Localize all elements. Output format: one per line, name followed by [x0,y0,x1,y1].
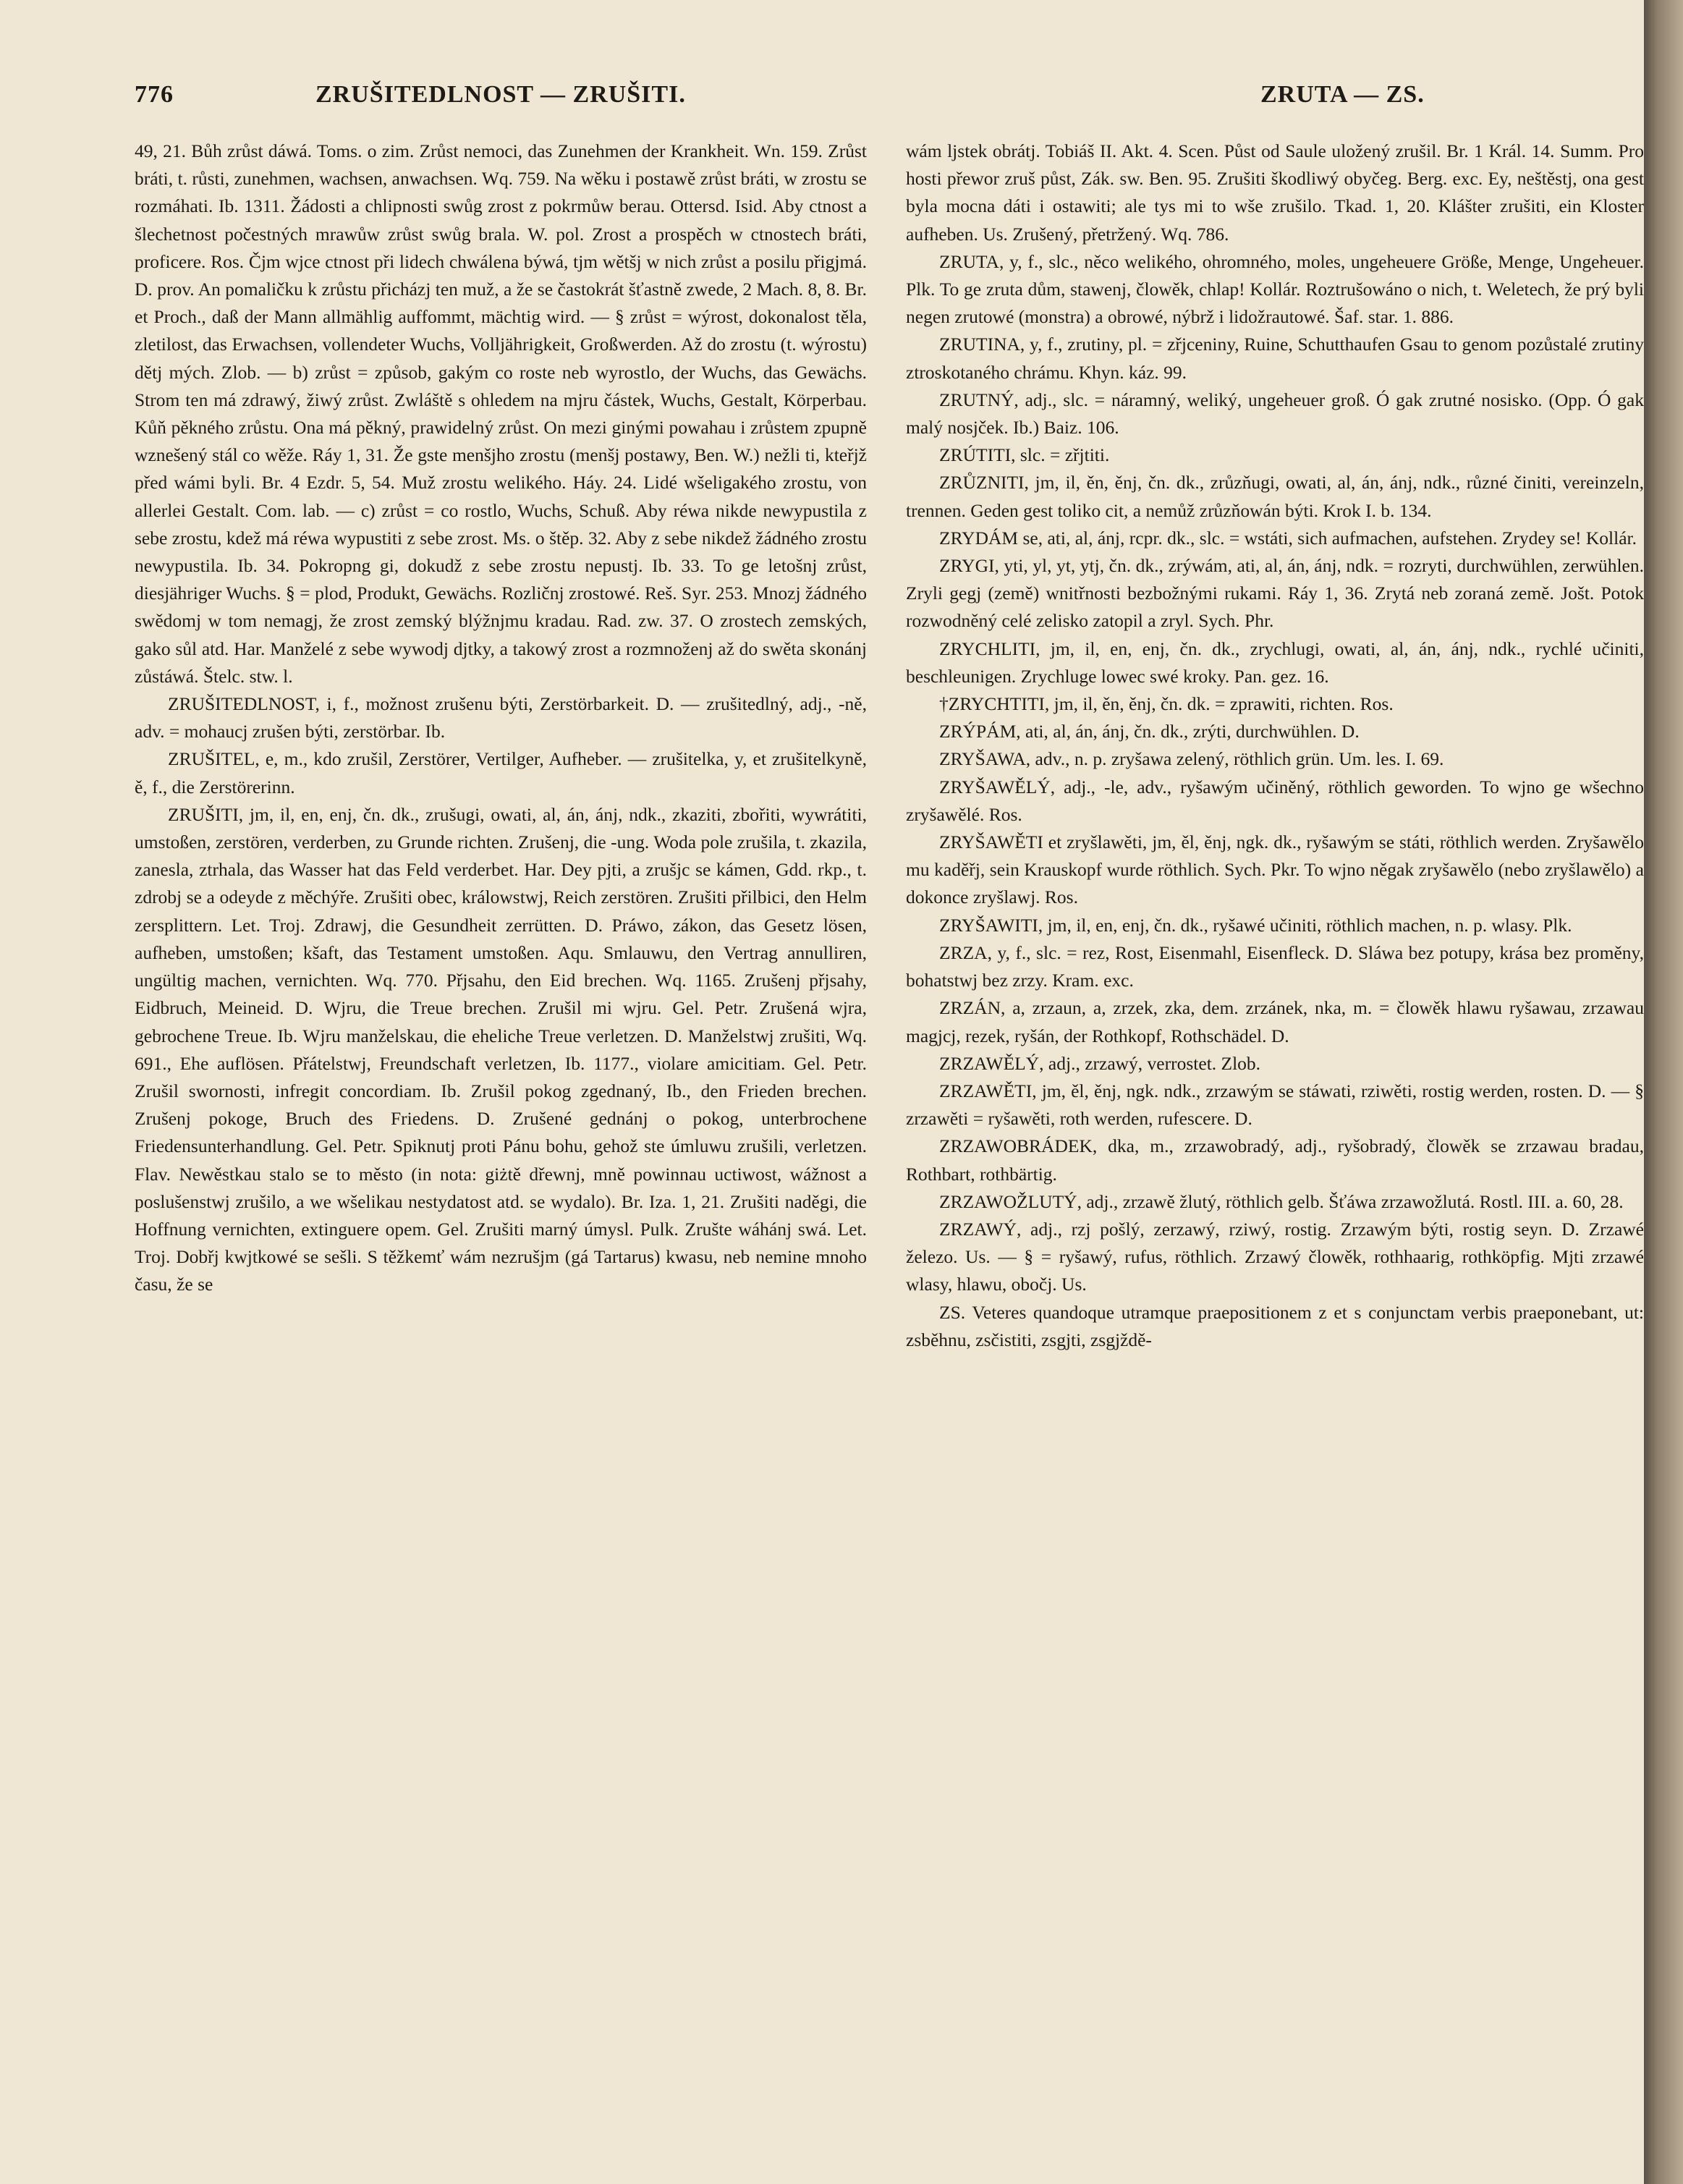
entry-zruta: ZRUTA, y, f., slc., něco welikého, ohromného, moles, ungeheuere Größe, Menge, Ungeheuer. Plk. To ge zruta dům, stawenj, člowěk, chlap! Kollár. Roztrušowáno o nich, t. Weletech, že prý byli negen zrutowé (monstra) a obrowé, nýbrž i lidožrautowé. Šaf. star. 1. 886. [906,250,1644,328]
entry-zrzawy: ZRZAWÝ, adj., rzj pošlý, zerzawý, rziwý, rostig. Zrzawým býti, rostig seyn. D. Zrzawé železo. Us. — § = ryšawý, rufus, röthlich. Zrzawý člowěk, rothhaarig, rothköpfig. Mjti zrzawé wlasy, hlawu, obočj. Us. [906,1218,1644,1295]
entry-zrydam: ZRYDÁM se, ati, al, ánj, rcpr. dk., slc. = wstáti, sich aufmachen, aufstehen. Zrydey se! Kollár. [939,527,1637,549]
entry-zrypam: ZRÝPÁM, ati, al, án, ánj, čn. dk., zrýti, durchwühlen. D. [939,721,1360,742]
entry-zrza: ZRZA, y, f., slc. = rez, Rost, Eisenmahl, Eisenfleck. D. Sláwa bez potupy, krása bez proměny, bohatstwj bez zrzy. Kram. exc. [906,941,1644,991]
entry-zrusiti-continued: wám ljstek obrátj. Tobiáš II. Akt. 4. Scen. Půst od Saule uložený zrušil. Br. 1 Král. 14. Summ. Pro hosti přewor zruš půst, Zák. sw. Ben. 95. Zrušiti škodliwý obyčeg. Berg. exc. Ey, neštěstj, ona gest byla mocna dáti i ostawiti; ale tys mi to wše zrušilo. Tkad. 1, 20. Klášter zrušiti, ein Kloster aufheben. Us. Zrušený, přetržený. Wq. 786. [906,140,1644,245]
entry-zrusitel: ZRUŠITEL, e, m., kdo zrušil, Zerstörer, Vertilger, Aufheber. — zrušitelka, y, et zrušitelkyně, ě, f., die Zerstörerinn. [135,748,867,797]
book-page-edge [1644,0,1683,2184]
right-running-title: ZRUTA — ZS. [1260,81,1425,108]
entry-zrzawozluty: ZRZAWOŽLUTÝ, adj., zrzawě žlutý, röthlich gelb. Šťáwa zrzawožlutá. Rostl. III. a. 60, 28. [939,1190,1624,1212]
entry-zrzan: ZRZÁN, a, zrzaun, a, zrzek, zka, dem. zrzánek, nka, m. = člowěk hlawu ryšawau, zrzawau magjcj, rezek, ryšán, der Rothkopf, Rothschädel. D. [906,997,1644,1046]
entry-zrysawiti: ZRYŠAWITI, jm, il, en, enj, čn. dk., ryšawé učiniti, röthlich machen, n. p. wlasy. Plk. [939,914,1572,936]
page-number: 776 [135,81,174,108]
entry-zrzaweti: ZRZAWĚTI, jm, ěl, ěnj, ngk. ndk., zrzawým se stáwati, rziwěti, rostig werden, rosten. D. — § zrzawěti = ryšawěti, roth werden, rufescere. D. [906,1080,1644,1130]
entry-continuation: 49, 21. Bůh zrůst dáwá. Toms. o zim. Zrůst nemoci, das Zunehmen der Krankheit. Wn. 159. Zrůst bráti, t. růsti, zunehmen, wachsen, anwachsen. Wq. 759. Na wěku i postawě zrůst bráti, w zrostu se rozmáhati. Ib. 1311. Žádosti a chlipnosti swůg zrost z pokrmůw berau. Ottersd. Isid. Aby ctnost a šlechetnost počestných mrawůw zrůst swůg brala. W. pol. Zrost a prospěch w ctnostech bráti, proficere. Ros. Čjm wjce ctnost při lidech chwálena býwá, tjm wětšj w nich zrůst a posilu přigjmá. D. prov. An pomaličku k zrůstu přicházj ten muž, a že se častokrát šťastně zwede, 2 Mach. 8, 8. Br. et Proch., daß der Mann allmählig auffommt, mächtig wird. — § zrůst = wýrost, dokonalost těla, zletilost, das Erwachsen, vollendeter Wuchs, Volljährigkeit, Großwerden. Až do zrostu (t. wýrostu) dětj mých. Zlob. — b) zrůst = způsob, gakým co roste neb wyrostlo, der Wuchs, das Gewächs. Strom ten má zdrawý, žiwý zrůst. Zwláště s ohledem na mjru částek, Wuchs, Gestalt, Körperbau. Kůň pěkného zrůstu. Ona má pěkný, prawidelný zrůst. On mezi ginými powahau i zrůstem zpupně wznešený stál co wěže. Ráy 1, 31. Že gste menšjho zrostu (menšj postawy, Ben. W.) nežli ti, kteřjž před wámi byli. Br. 4 Ezdr. 5, 54. Muž zrostu welikého. Háy. 24. Lidé wšeligakého zrostu, von allerlei Gestalt. Com. lab. — c) zrůst = co rostlo, Wuchs, Schuß. Aby réwa nikde newypustila z sebe zrostu, kdež má réwa wypustiti z sebe zrost. Ms. o štěp. 32. Aby z sebe nikdež žádného zrostu newypustila. Ib. 34. Pokropng gi, dokudž z sebe zrostu nepustj. Ib. 33. To ge letošnj zrůst, diesjähriger Wuchs. § = plod, Produkt, Gewächs. Rozličnj zrostowé. Reš. Syr. 253. Mnozj žádného swědomj w tom nemagj, že zrost zemský blýžnjmu kradau. Rad. zw. 37. O zrostech zemských, gako sůl atd. Har. Manželé z sebe wywodj djtky, a takowý zrost a rozmnoženj až do swěta skonánj zůstáwá. Štelc. stw. l. [135,140,867,687]
entry-zrzawobradek: ZRZAWOBRÁDEK, dka, m., zrzawobradý, adj., ryšobradý, člowěk se zrzawau bradau, Rothbart, rothbärtig. [906,1135,1644,1185]
entry-zs: ZS. Veteres quandoque utramque praepositionem z et s conjunctam verbis praeponebant, ut: zsběhnu, zsčistiti, zsgjti, zsgjždě- [906,1301,1644,1350]
left-running-title: ZRUŠITEDLNOST — ZRUŠITI. [315,81,686,108]
entry-zrzawely: ZRZAWĚLÝ, adj., zrzawý, verrostet. Zlob. [939,1052,1261,1074]
entry-zrusiti: ZRUŠITI, jm, il, en, enj, čn. dk., zrušugi, owati, al, án, ánj, ndk., zkaziti, zbořiti, wywrátiti, umstoßen, zerstören, verderben, zu Grunde richten. Zrušenj, die -ung. Woda pole zrušila, t. zkazila, zanesla, ztrhala, das Wasser hat das Feld verderbet. Har. Dey pjti, a zrušjc se kámen, Gdd. rkp., t. zdrobj se a odeyde z měchýře. Zrušiti obec, králowstwj, Reich zerstören. Zrušiti přilbici, den Helm zersplittern. Let. Troj. Zdrawj, die Gesundheit zerrütten. D. Práwo, zákon, das Gesetz lösen, aufheben, umstoßen; kšaft, das Testament umstoßen. Aqu. Smlauwu, den Vertrag annulliren, ungültig machen, vernichten. Wq. 770. Přjsahu, den Eid brechen. Wq. 1165. Zrušenj přjsahy, Eidbruch, Meineid. D. Wjru, die Treue brechen. Zrušil mi wjru. Gel. Petr. Zrušená wjra, gebrochene Treue. Ib. Wjru manželskau, die eheliche Treue verletzen. D. Manželstwj zrušiti, Wq. 691., Ehe auflösen. Přátelstwj, Freundschaft verletzen, Ib. 1177., violare amicitiam. Gel. Petr. Zrušil swornosti, infregit concordiam. Ib. Zrušil pokog zgednaný, Ib., den Frieden brechen. Zrušenj pokoge, Bruch des Friedens. D. Zrušené gednánj o pokog, unterbrochene Friedensunterhandlung. Gel. Petr. Spiknutj proti Pánu bohu, gehož ste úmluwu zrušili, verletzen. Flav. Newěstkau stalo se to město (in nota: giżtě dřewnj, mně powinnau uctiwost, wážnost a poslušenstwj zrušilo, a we wšelikau nestydatost atd. se wydalo). Br. Iza. 1, 21. Zrušiti naděgi, die Hoffnung vernichten, extinguere opem. Gel. Zrušiti marný úmysl. Pulk. Zrušte wáhánj swá. Let. Troj. Dobřj kwjtkowé se sešli. S těžkemť wám nezrušjm (gá Tartarus) kwasu, neb nemine mnoho času, že se [135,803,867,1295]
entry-zrusitedlnost: ZRUŠITEDLNOST, i, f., možnost zrušenu býti, Zerstörbarkeit. D. — zrušitedlný, adj., -ně, adv. = mohaucj zrušen býti, zerstörbar. Ib. [135,693,867,742]
entry-zrychliti: ZRYCHLITI, jm, il, en, enj, čn. dk., zrychlugi, owati, al, án, ánj, ndk., rychlé učiniti, beschleunigen. Zrychluge lowec swé kroky. Pan. gez. 16. [906,638,1644,687]
entry-zrysawely: ZRYŠAWĚLÝ, adj., -le, adv., ryšawým učiněný, röthlich geworden. To wjno ge wšechno zryšawělé. Ros. [906,776,1644,825]
entry-zrutiti: ZRÚTITI, slc. = zřjtiti. [939,444,1110,466]
left-column [135,137,867,2157]
entry-zrysaweti: ZRYŠAWĚTI et zryšlawěti, jm, ěl, ěnj, ngk. dk., ryšawým se státi, röthlich werden. Zryšawělo mu kaděřj, sein Krauskopf wurde röthlich. Sych. Pkr. To wjno něgak zryšawělo (nebo zryšlawělo) a dokonce zryšlawj. Ros. [906,831,1644,908]
entry-zrozniti: ZRŮZNITI, jm, il, ěn, ěnj, čn. dk., zrůzňugi, owati, al, án, ánj, ndk., různé činiti, vereinzeln, trennen. Geden gest toliko cit, a nemůž zrůzňowán býti. Krok I. b. 134. [906,472,1644,521]
right-column [906,137,1644,2157]
entry-zrygi: ZRYGI, yti, yl, yt, ytj, čn. dk., zrýwám, ati, al, án, ánj, ndk. = rozryti, durchwühlen, zerwühlen. Zryli gegj (země) wnitřnosti bezbožnými rukami. Ráy 1, 36. Zrytá neb zoraná země. Jošt. Potok rozwodněný celé zelisko zatopil a zryl. Sych. Phr. [906,555,1644,632]
entry-zrutina: ZRUTINA, y, f., zrutiny, pl. = zřjceniny, Ruine, Schutthaufen Gsau to genom pozůstalé zrutiny ztroskotaného chrámu. Khyn. káz. 99. [906,334,1644,383]
entry-zrutny: ZRUTNÝ, adj., slc. = náramný, weliký, ungeheuer groß. Ó gak zrutné nosisko. (Opp. Ó gak malý nosjček. Ib.) Baiz. 106. [906,389,1644,439]
entry-zrysawa: ZRYŠAWA, adv., n. p. zryšawa zelený, röthlich grün. Um. les. I. 69. [939,748,1444,770]
page-header [135,81,1625,124]
entry-zrychtiti: †ZRYCHTITI, jm, il, ěn, ěnj, čn. dk. = zprawiti, richten. Ros. [939,693,1394,715]
